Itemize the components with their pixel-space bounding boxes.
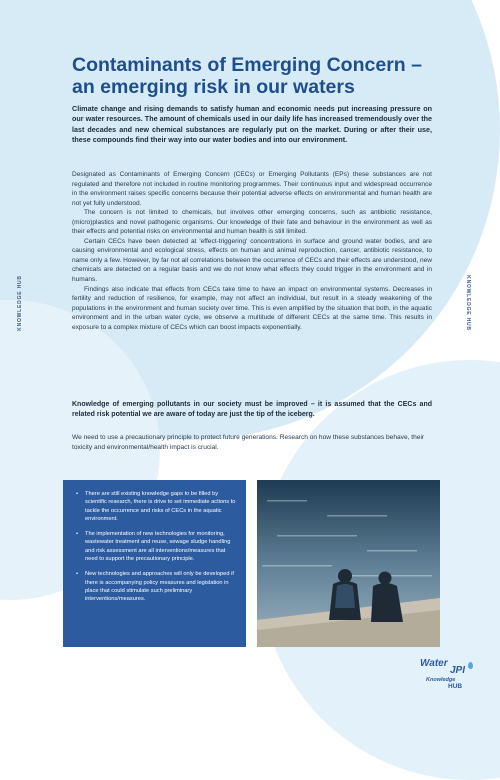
key-message: Knowledge of emerging pollutants in our society must be improved – it is assumed that the CECs and related risk potential we are aware of today are just the tip of the iceberg. [72,401,432,419]
side-label-left: KNOWLEDGE HUB [17,275,23,331]
water-drop-icon [468,662,473,669]
closing-paragraph: We need to use a precautionary principle to protect future generations. Research on how these substances behave, their toxicity and environmental/health impact is crucial. [72,434,425,451]
page-title: Contaminants of Emerging Concern – an emerging risk in our waters [72,54,422,98]
body-paragraph: Designated as Contaminants of Emerging Concern (CECs) or Emerging Pollutants (EPs) these substances are not regulated and therefore not included in routine monitoring programmes. Their continuous input and widespread occurrence in the environment raises specific concerns because their potential adverse effects on environmental and human health are not yet fully understood. [72,171,432,207]
body-paragraph: Certain CECs have been detected at 'effect-triggering' concentrations in surface and ground water bodies, and are causing environmental and ecological stress, effects on human and animal reproduction, cancer, antibiotic resistance, to name only a few. However, by far not all correlations between the occurrence of CECs and their effects are understood, new chemicals are detected on a regular basis and we do not know what effects they could trigger in the environment and in humans. [72,237,432,284]
logo-word: Water [420,658,448,669]
highlight-list [63,480,246,604]
highlight-box [63,480,246,647]
side-label-right: KNOWLEDGE HUB [465,275,471,331]
list-item: • The implementation of new technologies for monitoring, wastewater treatment and reuse, sewage sludge handling and risk assessment are all interventions/measures that need to support the precautionary principle. [85,530,238,563]
body-text [72,170,432,332]
lead-paragraph: Climate change and rising demands to satisfy human and economic needs put increasing pressure on our water resources. The amount of chemicals used in our daily life has increased tremendously over the last decades and new chemical substances are regularly put on the market. During or after their use, these compounds find their way into our water bodies and into our environment. [72,104,432,145]
body-paragraph: The concern is not limited to chemicals, but involves other emerging concerns, such as antibiotic resistance, (micro)plastics and novel pathogenic organisms. Our knowledge of their fate and behaviour in the environment as well as their effects and potential risks on environmental and human health is still limited. [72,209,432,236]
water-jpi-knowledge-hub-logo [418,656,478,696]
lakeside-photo [257,480,440,647]
list-item: • New technologies and approaches will only be developed if there is accompanying policy measures and legislation in place that could stimulate such preliminary interventions/measures. [85,570,238,603]
logo-word: JPI [450,665,466,676]
logo-word: Knowledge [426,677,456,683]
logo-word: HUB [448,683,463,690]
list-item: • There are still existing knowledge gaps to be filled by scientific research, there is drive to set immediate actions to tackle the occurrence and risks of CECs in the aquatic environment. [85,490,238,523]
photo-illustration [257,480,440,647]
body-paragraph: Findings also indicate that effects from CECs take time to have an impact on environmental systems. Decreases in fertility and reduction of resilience, for example, may not affect an individual, but result in a steady weakening of the populations in the environment and human society over time. This is even amplified by the situation that both, in the aquatic environment and in the urban water cycle, we observe a multitude of different CECs at the same time. This results in exposure to a complex mixture of CECs which can boost impacts exponentially. [72,285,432,331]
